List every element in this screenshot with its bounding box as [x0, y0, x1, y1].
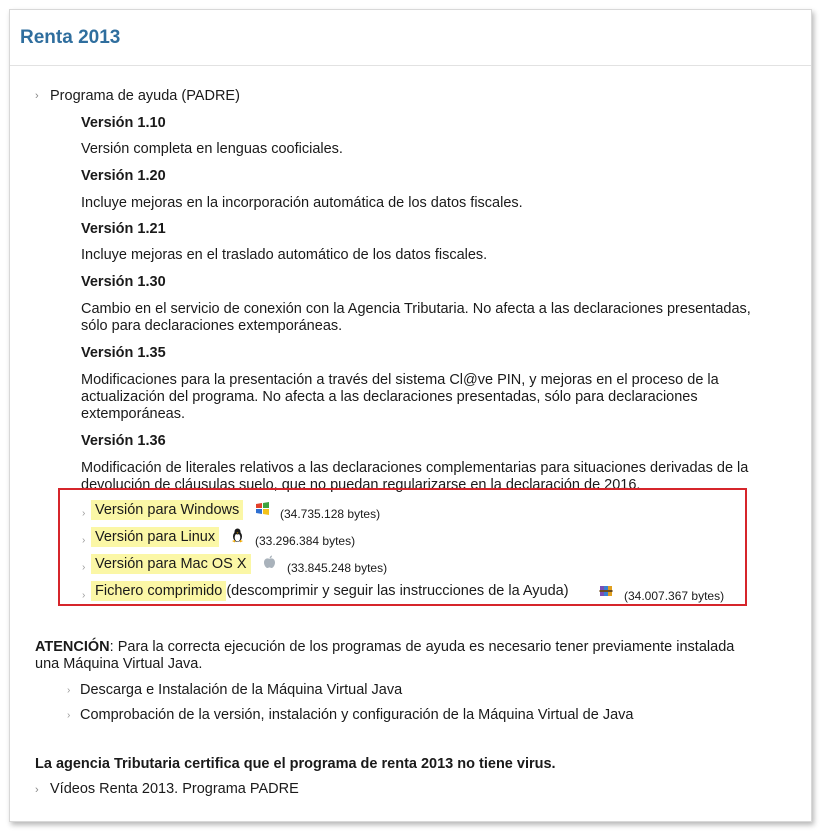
- download-windows-link[interactable]: Versión para Windows: [91, 500, 243, 520]
- version-description: devolución de cláusulas suelo, que no puedan regularizarse en la declaración de 2016.: [81, 477, 641, 493]
- linux-icon: [231, 528, 244, 543]
- chevron-right-icon: ›: [82, 590, 86, 601]
- apple-icon: [263, 555, 276, 569]
- attention-text: : Para la correcta ejecución de los programas de ayuda es necesario tener previamente instalada: [109, 639, 735, 655]
- version-description: Versión completa en lenguas cooficiales.: [81, 141, 343, 157]
- download-zip-link[interactable]: Fichero comprimido: [91, 581, 226, 601]
- videos-link[interactable]: Vídeos Renta 2013. Programa PADRE: [50, 781, 299, 797]
- version-title: Versión 1.10: [81, 115, 166, 131]
- download-zip: [91, 583, 569, 599]
- certify-text: La agencia Tributaria certifica que el programa de renta 2013 no tiene virus.: [35, 756, 556, 772]
- version-description: actualización del programa. No afecta a las declaraciones presentadas, sólo para declaraciones: [81, 389, 698, 405]
- file-size: (33.845.248 bytes): [287, 561, 388, 575]
- version-description: Modificación de literales relativos a las declaraciones complementarias para situaciones derivadas de la: [81, 460, 749, 476]
- version-title: Versión 1.30: [81, 274, 166, 290]
- attention-line-1: [35, 639, 734, 655]
- version-description: Incluye mejoras en la incorporación automática de los datos fiscales.: [81, 195, 523, 211]
- version-description: Incluye mejoras en el traslado automático de los datos fiscales.: [81, 247, 488, 263]
- zip-archive-icon: [599, 583, 614, 598]
- version-description: sólo para declaraciones extemporáneas.: [81, 318, 343, 334]
- file-size: (34.735.128 bytes): [280, 507, 381, 521]
- version-description: Cambio en el servicio de conexión con la Agencia Tributaria. No afecta a las declaraciones presentadas,: [81, 301, 751, 317]
- page-title: Renta 2013: [20, 26, 121, 48]
- java-download-link[interactable]: Descarga e Instalación de la Máquina Virtual Java: [80, 682, 403, 698]
- version-title: Versión 1.21: [81, 221, 166, 237]
- java-check-link[interactable]: Comprobación de la versión, instalación y configuración de la Máquina Virtual de Java: [80, 707, 634, 723]
- attention-line-2: una Máquina Virtual Java.: [35, 656, 203, 672]
- version-title: Versión 1.35: [81, 345, 166, 361]
- version-title: Versión 1.20: [81, 168, 166, 184]
- version-description: Modificaciones para la presentación a través del sistema Cl@ve PIN, y mejoras en el proceso de la: [81, 372, 719, 388]
- download-mac: [91, 556, 251, 572]
- attention-label: ATENCIÓN: [35, 639, 110, 655]
- panel-header: [10, 10, 811, 66]
- program-link[interactable]: Programa de ayuda (PADRE): [50, 88, 240, 104]
- chevron-right-icon: ›: [82, 535, 86, 546]
- chevron-right-icon: ›: [82, 562, 86, 573]
- chevron-right-icon: ›: [35, 784, 39, 796]
- version-description: extemporáneas.: [81, 406, 185, 422]
- download-mac-link[interactable]: Versión para Mac OS X: [91, 554, 251, 574]
- chevron-right-icon: ›: [82, 508, 86, 519]
- windows-icon: [255, 502, 270, 515]
- chevron-right-icon: ›: [67, 685, 71, 696]
- chevron-right-icon: ›: [67, 710, 71, 721]
- chevron-right-icon: ›: [35, 90, 39, 102]
- download-linux: [91, 529, 219, 545]
- download-linux-link[interactable]: Versión para Linux: [91, 527, 219, 547]
- download-windows: [91, 502, 243, 518]
- file-size: (34.007.367 bytes): [624, 589, 725, 603]
- download-zip-note: (descomprimir y seguir las instrucciones de la Ayuda): [226, 583, 569, 599]
- file-size: (33.296.384 bytes): [255, 534, 356, 548]
- version-title: Versión 1.36: [81, 433, 166, 449]
